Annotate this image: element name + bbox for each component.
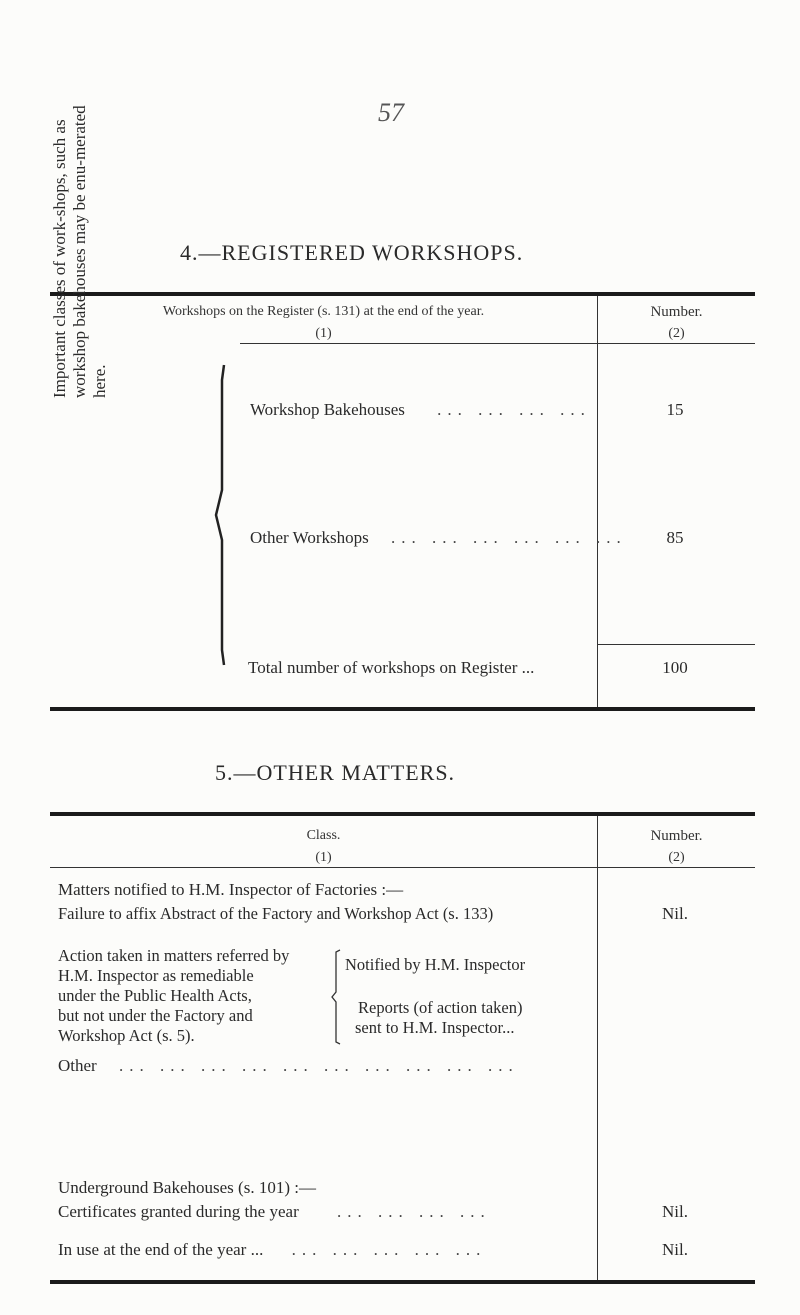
table4-col1-header: Workshops on the Register (s. 131) at the end of the year. bbox=[162, 304, 485, 319]
action-line: Workshop Act (s. 5). bbox=[58, 1026, 195, 1045]
registered-workshops-title: 4.—REGISTERED WORKSHOPS. bbox=[180, 240, 524, 265]
reports-line-1: Reports (of action taken) bbox=[358, 998, 523, 1017]
total-rule bbox=[598, 644, 755, 645]
workshop-bakehouses-number: 15 bbox=[666, 400, 684, 419]
group-brace bbox=[212, 360, 236, 670]
table5-header-underline bbox=[50, 867, 755, 868]
failure-abstract-label: Failure to affix Abstract of the Factory and Workshop Act (s. 133) bbox=[58, 904, 494, 923]
certificates-label: Certificates granted during the year ... ... ... ... bbox=[58, 1202, 491, 1221]
action-line: H.M. Inspector as remediable bbox=[58, 966, 254, 985]
notified-by-label: Notified by H.M. Inspector bbox=[345, 955, 526, 974]
table4-top-rule bbox=[50, 292, 755, 296]
matters-notified-heading: Matters notified to H.M. Inspector of Factories :— bbox=[58, 880, 404, 899]
reports-line-2: sent to H.M. Inspector... bbox=[355, 1018, 515, 1037]
table4-col2-index: (2) bbox=[668, 326, 685, 341]
certificates-number: Nil. bbox=[662, 1202, 688, 1221]
total-label: Total number of workshops on Register ... bbox=[248, 658, 535, 677]
total-number: 100 bbox=[662, 658, 688, 677]
group-label-vertical: Important classes of work-shops, such as workshop bakehouses may be enu-merated here. bbox=[50, 105, 109, 398]
table5-column-divider bbox=[597, 816, 598, 1282]
other-workshops-label: Other Workshops ... ... ... ... ... ... bbox=[250, 528, 627, 547]
in-use-number: Nil. bbox=[662, 1240, 688, 1259]
table4-col1-index: (1) bbox=[315, 326, 332, 341]
table4-header-underline bbox=[240, 343, 755, 344]
table5-col1-header: Class. bbox=[306, 828, 341, 843]
table5-col2-header: Number. bbox=[650, 828, 703, 844]
other-workshops-number: 85 bbox=[666, 528, 684, 547]
table5-bottom-rule bbox=[50, 1280, 755, 1284]
in-use-label: In use at the end of the year ... ... ... ... ... ... bbox=[58, 1240, 487, 1259]
workshop-bakehouses-label: Workshop Bakehouses ... ... ... ... bbox=[250, 400, 591, 419]
other-label: Other ... ... ... ... ... ... ... ... ... ... bbox=[58, 1056, 519, 1075]
page-number: 57 bbox=[378, 98, 404, 127]
table4-col2-header: Number. bbox=[650, 304, 703, 320]
other-matters-title: 5.—OTHER MATTERS. bbox=[215, 760, 456, 785]
underground-bakehouses-heading: Underground Bakehouses (s. 101) :— bbox=[58, 1178, 316, 1197]
action-line: but not under the Factory and bbox=[58, 1006, 253, 1025]
failure-abstract-number: Nil. bbox=[662, 904, 688, 923]
action-taken-block bbox=[58, 946, 289, 1046]
action-brace bbox=[330, 948, 346, 1046]
action-line: Action taken in matters referred by bbox=[58, 946, 290, 965]
table4-column-divider bbox=[597, 296, 598, 709]
table5-col1-index: (1) bbox=[315, 850, 332, 865]
table4-bottom-rule bbox=[50, 707, 755, 711]
action-line: under the Public Health Acts, bbox=[58, 986, 252, 1005]
table5-top-rule bbox=[50, 812, 755, 816]
table5-col2-index: (2) bbox=[668, 850, 685, 865]
